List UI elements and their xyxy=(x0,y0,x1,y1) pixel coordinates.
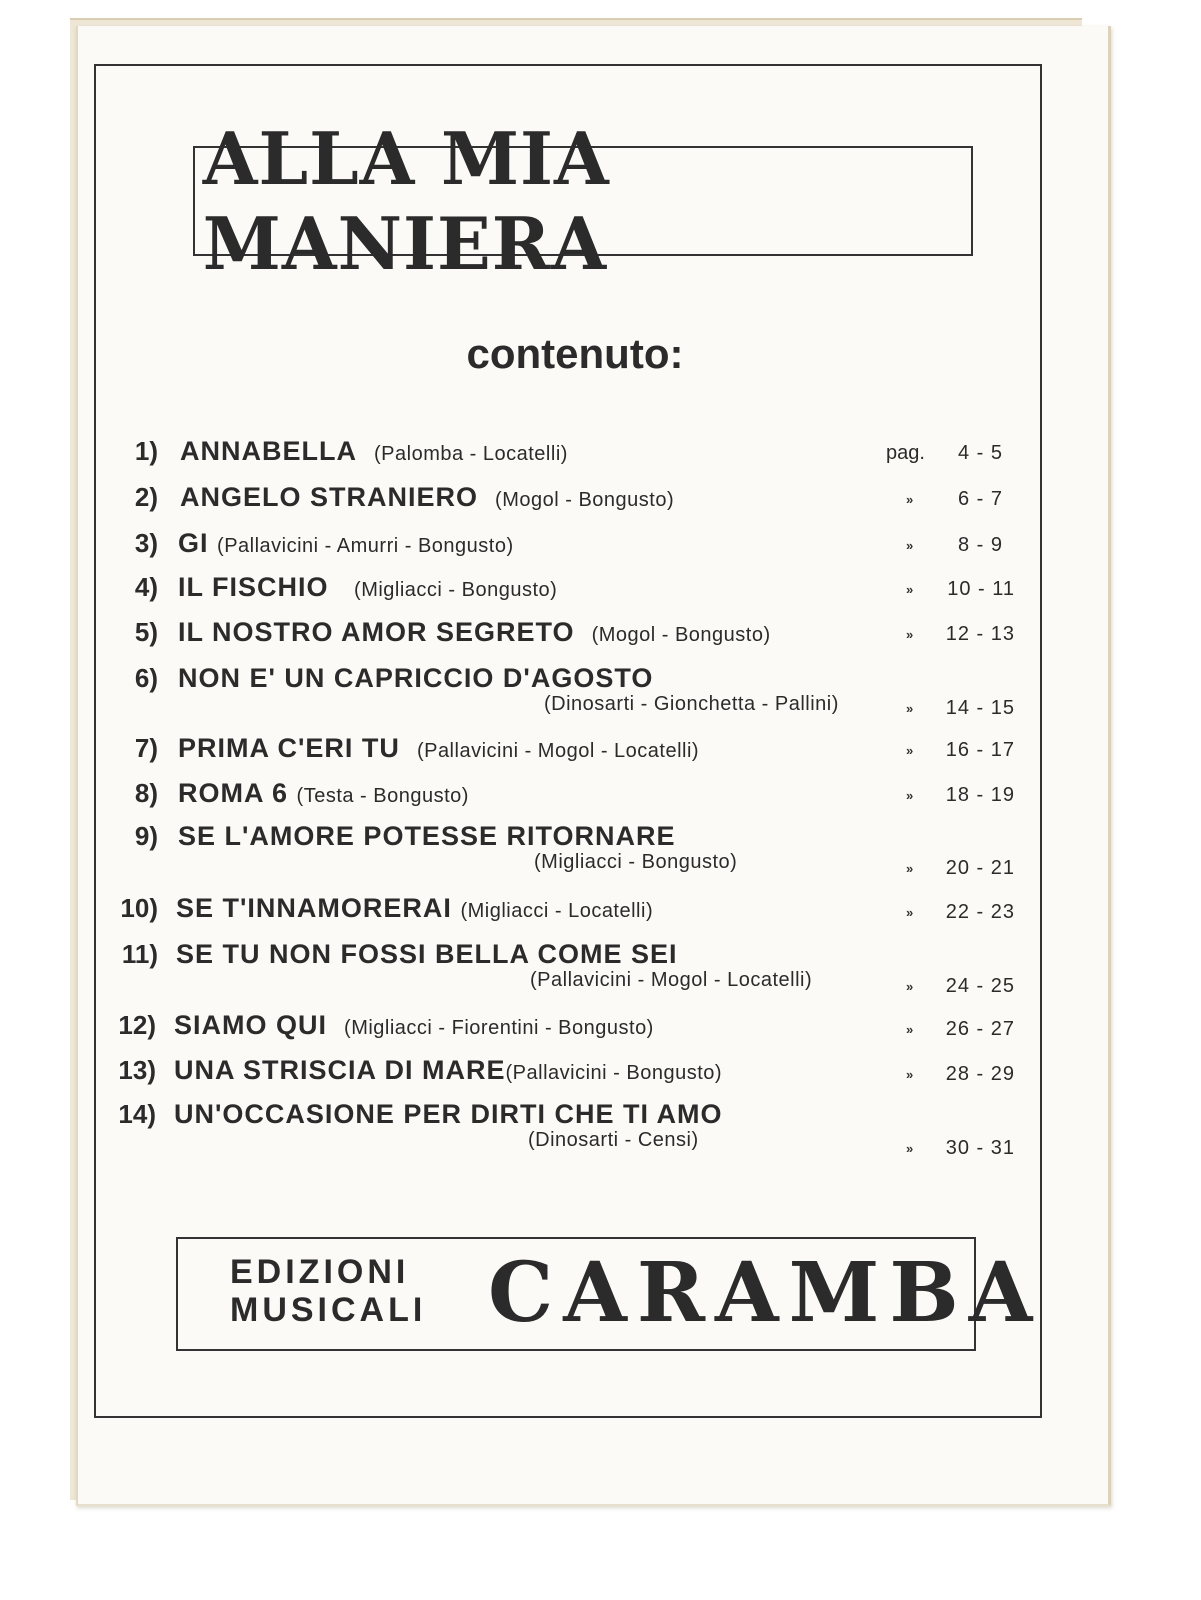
ditto-mark: » xyxy=(906,1067,914,1082)
song-pages: 6 - 7 xyxy=(957,488,1003,510)
toc-row xyxy=(0,1099,1201,1159)
ditto-mark: » xyxy=(906,1022,914,1037)
song-authors: (Pallavicini - Amurri - Bongusto) xyxy=(217,535,514,557)
song-pages: 12 - 13 xyxy=(945,623,1015,645)
song-number: 12) xyxy=(118,1010,156,1040)
song-title: UNA STRISCIA DI MARE(Pallavicini - Bongusto) xyxy=(174,1055,723,1085)
song-title: SIAMO QUI (Migliacci - Fiorentini - Bongusto) xyxy=(174,1010,654,1040)
song-authors: (Mogol - Bongusto) xyxy=(495,489,675,511)
toc-row xyxy=(0,733,1201,767)
toc-row xyxy=(0,436,1201,470)
song-title: UN'OCCASIONE PER DIRTI CHE TI AMO xyxy=(174,1099,723,1129)
song-number: 14) xyxy=(118,1099,156,1129)
ditto-mark: » xyxy=(906,979,914,994)
song-pages: 14 - 15 xyxy=(945,697,1015,719)
song-title: ANGELO STRANIERO (Mogol - Bongusto) xyxy=(180,482,675,512)
song-title: NON E' UN CAPRICCIO D'AGOSTO xyxy=(178,663,654,693)
ditto-mark: » xyxy=(906,1141,914,1156)
song-authors: (Migliacci - Bongusto) xyxy=(354,579,558,601)
ditto-mark: » xyxy=(906,627,914,642)
song-pages: 22 - 23 xyxy=(945,901,1015,923)
song-title: PRIMA C'ERI TU (Pallavicini - Mogol - Locatelli) xyxy=(178,733,700,763)
song-number: 11) xyxy=(121,939,158,969)
song-authors: (Pallavicini - Mogol - Locatelli) xyxy=(530,969,813,991)
ditto-mark: » xyxy=(906,861,914,876)
song-number: 1) xyxy=(134,436,158,466)
toc-row xyxy=(0,821,1201,881)
book-title: ALLA MIA MANIERA xyxy=(202,116,610,286)
song-number: 8) xyxy=(134,778,158,808)
song-pages: 28 - 29 xyxy=(945,1063,1015,1085)
toc-row xyxy=(0,939,1201,999)
publisher-name: CARAMBA xyxy=(488,1245,1043,1341)
song-number: 7) xyxy=(134,733,158,763)
song-number: 13) xyxy=(118,1055,156,1085)
ditto-mark: » xyxy=(906,538,914,553)
song-pages: 30 - 31 xyxy=(945,1137,1015,1159)
page-prefix: pag. xyxy=(886,442,925,464)
song-authors: (Migliacci - Locatelli) xyxy=(460,900,654,922)
song-number: 3) xyxy=(134,528,158,558)
song-title: IL NOSTRO AMOR SEGRETO (Mogol - Bongusto) xyxy=(178,617,771,647)
song-authors: (Mogol - Bongusto) xyxy=(591,624,771,646)
song-title: GI (Pallavicini - Amurri - Bongusto) xyxy=(178,528,514,558)
song-pages: 20 - 21 xyxy=(945,857,1015,879)
song-pages: 24 - 25 xyxy=(945,975,1015,997)
toc-row xyxy=(0,893,1201,927)
song-number: 6) xyxy=(134,663,158,693)
song-pages: 10 - 11 xyxy=(947,578,1015,600)
toc-row xyxy=(0,482,1201,516)
song-authors: (Migliacci - Bongusto) xyxy=(534,851,738,873)
song-title: SE TU NON FOSSI BELLA COME SEI xyxy=(176,939,678,969)
title-box xyxy=(193,116,973,286)
song-authors: (Pallavicini - Mogol - Locatelli) xyxy=(416,740,700,762)
toc-row xyxy=(0,528,1201,562)
song-number: 9) xyxy=(134,821,158,851)
song-pages: 4 - 5 xyxy=(957,442,1003,464)
song-pages: 26 - 27 xyxy=(945,1018,1015,1040)
song-title: ROMA 6 (Testa - Bongusto) xyxy=(178,778,469,808)
publisher-label: EDIZIONI MUSICALI xyxy=(230,1253,427,1329)
song-pages: 18 - 19 xyxy=(945,784,1015,806)
song-authors: (Pallavicini - Bongusto) xyxy=(505,1062,723,1084)
ditto-mark: » xyxy=(906,701,914,716)
song-number: 10) xyxy=(120,893,158,923)
toc-row xyxy=(0,617,1201,651)
toc-row xyxy=(0,1010,1201,1044)
ditto-mark: » xyxy=(906,788,914,803)
song-title: IL FISCHIO (Migliacci - Bongusto) xyxy=(178,572,558,602)
song-authors: (Dinosarti - Gionchetta - Pallini) xyxy=(544,693,839,715)
song-title: SE L'AMORE POTESSE RITORNARE xyxy=(178,821,676,851)
song-authors: (Dinosarti - Censi) xyxy=(528,1129,699,1151)
song-authors: (Palomba - Locatelli) xyxy=(374,443,568,465)
song-title: ANNABELLA (Palomba - Locatelli) xyxy=(180,436,568,466)
song-pages: 8 - 9 xyxy=(957,534,1003,556)
toc-row xyxy=(0,778,1201,812)
song-number: 2) xyxy=(134,482,158,512)
song-pages: 16 - 17 xyxy=(945,739,1015,761)
song-title: SE T'INNAMORERAI (Migliacci - Locatelli) xyxy=(176,893,654,923)
publisher-box xyxy=(176,1237,1043,1351)
toc-row xyxy=(0,572,1201,606)
ditto-mark: » xyxy=(906,582,914,597)
song-authors: (Migliacci - Fiorentini - Bongusto) xyxy=(344,1017,654,1039)
ditto-mark: » xyxy=(906,743,914,758)
toc-row xyxy=(0,1055,1201,1089)
song-number: 5) xyxy=(134,617,158,647)
ditto-mark: » xyxy=(906,492,914,507)
ditto-mark: » xyxy=(906,905,914,920)
toc-row xyxy=(0,663,1201,723)
song-authors: (Testa - Bongusto) xyxy=(296,785,469,807)
song-number: 4) xyxy=(134,572,158,602)
contents-heading: contenuto: xyxy=(466,330,684,377)
